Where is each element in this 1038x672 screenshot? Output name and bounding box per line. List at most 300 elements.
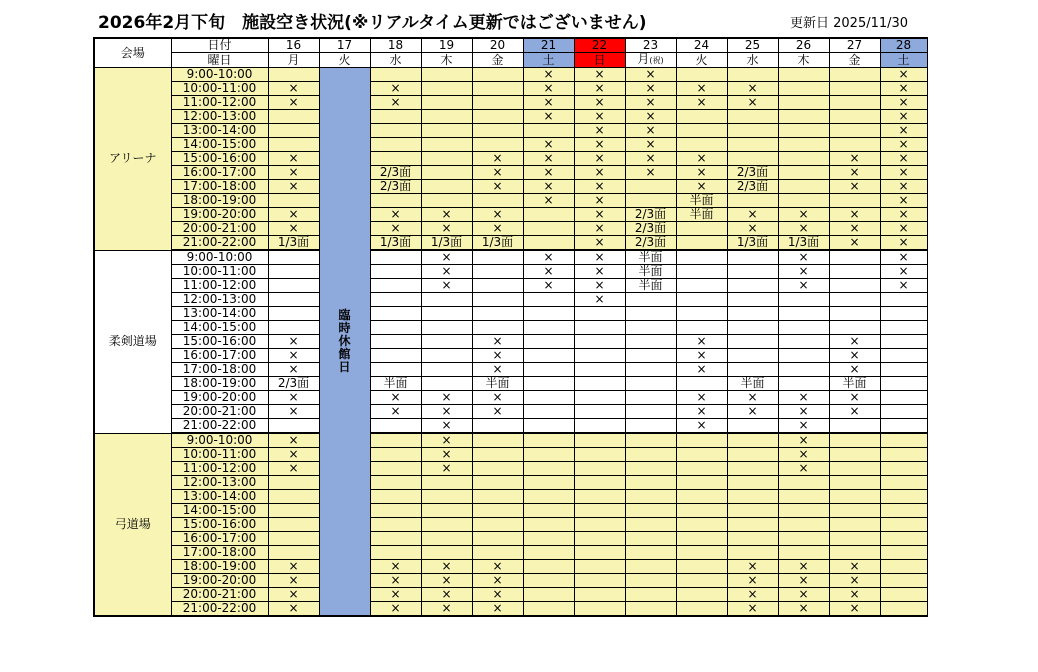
availability-cell: 2/3面 (370, 166, 421, 180)
availability-cell (523, 588, 574, 602)
availability-cell (778, 363, 829, 377)
availability-cell: × (778, 265, 829, 279)
availability-cell: × (268, 96, 319, 110)
availability-cell (880, 391, 927, 405)
table-row (94, 236, 927, 251)
table-row (94, 602, 927, 617)
availability-cell (421, 504, 472, 518)
availability-cell (727, 419, 778, 434)
availability-cell: 2/3面 (370, 180, 421, 194)
table-row (94, 96, 927, 110)
availability-cell: × (472, 180, 523, 194)
availability-cell (421, 166, 472, 180)
time-slot: 21:00-22:00 (171, 419, 268, 434)
availability-cell: × (778, 222, 829, 236)
availability-cell (625, 462, 676, 476)
availability-cell: × (268, 208, 319, 222)
venue-header: 会場 (94, 38, 171, 68)
availability-cell (472, 419, 523, 434)
availability-cell: × (574, 68, 625, 82)
availability-cell: × (574, 138, 625, 152)
availability-cell (829, 68, 880, 82)
availability-cell (829, 476, 880, 490)
availability-cell (880, 363, 927, 377)
availability-cell: × (880, 250, 927, 265)
availability-cell (676, 602, 727, 617)
availability-cell (574, 405, 625, 419)
availability-cell (625, 377, 676, 391)
availability-cell (778, 180, 829, 194)
availability-cell: 1/3面 (472, 236, 523, 251)
time-slot: 19:00-20:00 (171, 208, 268, 222)
availability-cell (625, 560, 676, 574)
availability-cell (676, 293, 727, 307)
availability-cell: × (574, 152, 625, 166)
availability-cell: × (829, 391, 880, 405)
availability-cell: × (778, 433, 829, 448)
availability-cell: × (880, 180, 927, 194)
day-header-date: 22 (574, 38, 625, 53)
availability-cell (523, 349, 574, 363)
day-header-date: 18 (370, 38, 421, 53)
availability-cell (778, 546, 829, 560)
availability-cell: × (268, 222, 319, 236)
availability-cell (625, 405, 676, 419)
availability-cell: × (574, 96, 625, 110)
weekday-text: 木 (440, 52, 453, 67)
availability-cell: × (676, 166, 727, 180)
time-slot: 20:00-21:00 (171, 405, 268, 419)
availability-cell (421, 124, 472, 138)
availability-cell: × (574, 250, 625, 265)
table-row (94, 279, 927, 293)
availability-cell (829, 490, 880, 504)
availability-cell (523, 448, 574, 462)
availability-cell: 半面 (370, 377, 421, 391)
time-slot: 18:00-19:00 (171, 560, 268, 574)
availability-cell: 2/3面 (727, 180, 778, 194)
availability-cell (880, 405, 927, 419)
availability-cell (727, 124, 778, 138)
availability-cell: × (880, 124, 927, 138)
header-row-weekday (94, 53, 927, 68)
availability-cell (472, 518, 523, 532)
availability-cell: × (370, 560, 421, 574)
availability-cell (778, 194, 829, 208)
table-row (94, 250, 927, 265)
availability-cell: 1/3面 (370, 236, 421, 251)
availability-cell (727, 448, 778, 462)
availability-cell (268, 307, 319, 321)
day-header-date: 27 (829, 38, 880, 53)
availability-cell (574, 448, 625, 462)
availability-cell (574, 560, 625, 574)
availability-cell: × (676, 335, 727, 349)
availability-cell (880, 377, 927, 391)
availability-cell (370, 279, 421, 293)
availability-cell (421, 518, 472, 532)
availability-cell: × (268, 166, 319, 180)
availability-cell (778, 349, 829, 363)
day-header-weekday (523, 53, 574, 68)
availability-cell (523, 546, 574, 560)
availability-cell: × (472, 166, 523, 180)
availability-cell: × (829, 405, 880, 419)
availability-cell: × (370, 82, 421, 96)
availability-cell: × (829, 166, 880, 180)
availability-cell (472, 82, 523, 96)
availability-cell (421, 335, 472, 349)
availability-cell: × (421, 574, 472, 588)
availability-cell (676, 476, 727, 490)
availability-cell: × (370, 405, 421, 419)
closed-day-note: 臨時休館日 (338, 308, 351, 374)
availability-cell (523, 377, 574, 391)
availability-cell: × (727, 602, 778, 617)
availability-cell (625, 588, 676, 602)
availability-cell (778, 166, 829, 180)
availability-cell: × (880, 279, 927, 293)
availability-cell (625, 321, 676, 335)
availability-cell (880, 588, 927, 602)
availability-cell (727, 490, 778, 504)
table-row (94, 68, 927, 82)
availability-cell (472, 504, 523, 518)
day-header-date: 26 (778, 38, 829, 53)
availability-cell (676, 124, 727, 138)
availability-cell: × (625, 96, 676, 110)
availability-cell: × (523, 265, 574, 279)
availability-cell (829, 307, 880, 321)
availability-cell (421, 307, 472, 321)
availability-cell: × (268, 433, 319, 448)
availability-cell (472, 476, 523, 490)
availability-cell (523, 476, 574, 490)
availability-cell: × (268, 82, 319, 96)
availability-cell (472, 321, 523, 335)
time-slot: 12:00-13:00 (171, 293, 268, 307)
table-row (94, 448, 927, 462)
time-slot: 20:00-21:00 (171, 588, 268, 602)
availability-cell: × (574, 208, 625, 222)
time-slot: 18:00-19:00 (171, 377, 268, 391)
availability-cell (523, 405, 574, 419)
availability-cell (829, 124, 880, 138)
availability-cell (523, 490, 574, 504)
availability-cell (625, 504, 676, 518)
availability-cell: × (880, 96, 927, 110)
availability-cell (880, 560, 927, 574)
availability-cell: × (574, 222, 625, 236)
time-slot: 14:00-15:00 (171, 138, 268, 152)
availability-cell: × (880, 152, 927, 166)
availability-cell (574, 335, 625, 349)
availability-cell: × (268, 349, 319, 363)
availability-cell: × (880, 138, 927, 152)
availability-cell (370, 250, 421, 265)
availability-cell (778, 321, 829, 335)
availability-cell (574, 391, 625, 405)
table-row (94, 546, 927, 560)
availability-cell: × (574, 265, 625, 279)
availability-cell (829, 96, 880, 110)
availability-cell (472, 546, 523, 560)
availability-cell (727, 476, 778, 490)
availability-cell (268, 518, 319, 532)
availability-cell (625, 335, 676, 349)
availability-cell (523, 560, 574, 574)
availability-cell (370, 476, 421, 490)
availability-cell (421, 532, 472, 546)
availability-cell (421, 363, 472, 377)
availability-cell (829, 110, 880, 124)
availability-cell (676, 560, 727, 574)
availability-cell: × (268, 448, 319, 462)
time-slot: 17:00-18:00 (171, 546, 268, 560)
availability-cell (727, 335, 778, 349)
availability-cell (523, 518, 574, 532)
availability-cell (676, 236, 727, 251)
day-header-date: 21 (523, 38, 574, 53)
availability-cell (625, 490, 676, 504)
availability-cell (472, 265, 523, 279)
availability-cell (778, 476, 829, 490)
time-slot: 17:00-18:00 (171, 180, 268, 194)
availability-cell (523, 335, 574, 349)
availability-cell (421, 180, 472, 194)
availability-cell: × (625, 68, 676, 82)
availability-cell: × (880, 82, 927, 96)
availability-cell (778, 110, 829, 124)
availability-cell: × (778, 279, 829, 293)
availability-cell (421, 96, 472, 110)
availability-cell (727, 518, 778, 532)
availability-cell (523, 222, 574, 236)
availability-cell (625, 476, 676, 490)
availability-cell (829, 433, 880, 448)
availability-cell (421, 476, 472, 490)
availability-cell: 半面 (472, 377, 523, 391)
availability-cell (574, 363, 625, 377)
availability-cell: × (778, 391, 829, 405)
table-row (94, 391, 927, 405)
availability-cell (829, 419, 880, 434)
availability-cell (676, 377, 727, 391)
availability-cell (880, 532, 927, 546)
availability-cell: × (676, 405, 727, 419)
availability-cell (676, 490, 727, 504)
availability-cell (625, 433, 676, 448)
availability-cell (370, 321, 421, 335)
table-row (94, 532, 927, 546)
availability-cell: × (625, 110, 676, 124)
availability-cell (472, 307, 523, 321)
availability-cell: × (421, 405, 472, 419)
availability-cell: × (880, 265, 927, 279)
availability-cell (268, 532, 319, 546)
availability-cell (574, 476, 625, 490)
availability-cell: × (523, 82, 574, 96)
table-row (94, 222, 927, 236)
availability-cell (676, 504, 727, 518)
weekday-text: 日 (593, 52, 606, 67)
availability-cell: × (421, 462, 472, 476)
availability-cell (880, 448, 927, 462)
time-slot: 9:00-10:00 (171, 433, 268, 448)
availability-cell (574, 518, 625, 532)
availability-cell: × (472, 588, 523, 602)
availability-cell (676, 307, 727, 321)
availability-cell: × (370, 96, 421, 110)
day-header-date: 19 (421, 38, 472, 53)
venue-name: アリーナ (94, 68, 171, 251)
availability-cell: × (880, 68, 927, 82)
availability-cell (268, 279, 319, 293)
availability-cell (574, 307, 625, 321)
availability-cell: × (421, 250, 472, 265)
time-slot: 15:00-16:00 (171, 152, 268, 166)
availability-cell: × (727, 82, 778, 96)
table-row (94, 504, 927, 518)
availability-cell (778, 518, 829, 532)
availability-cell (421, 110, 472, 124)
availability-cell (421, 490, 472, 504)
availability-cell: 1/3面 (268, 236, 319, 251)
availability-cell (574, 574, 625, 588)
availability-cell (880, 518, 927, 532)
day-header-weekday (319, 53, 370, 68)
time-slot: 11:00-12:00 (171, 279, 268, 293)
table-row (94, 462, 927, 476)
availability-cell: × (829, 222, 880, 236)
time-slot: 10:00-11:00 (171, 265, 268, 279)
availability-cell (727, 152, 778, 166)
availability-cell: × (472, 560, 523, 574)
availability-cell (523, 433, 574, 448)
availability-cell: × (523, 152, 574, 166)
day-header-weekday (421, 53, 472, 68)
availability-cell: × (472, 208, 523, 222)
availability-cell (370, 265, 421, 279)
availability-cell (727, 363, 778, 377)
availability-cell (421, 293, 472, 307)
availability-cell (880, 433, 927, 448)
availability-cell: × (421, 602, 472, 617)
availability-cell: × (880, 236, 927, 251)
day-header-date: 24 (676, 38, 727, 53)
availability-cell: 2/3面 (268, 377, 319, 391)
availability-cell (880, 462, 927, 476)
closed-day-column (319, 68, 370, 617)
availability-cell: 2/3面 (625, 236, 676, 251)
table-row (94, 194, 927, 208)
availability-cell: × (268, 152, 319, 166)
availability-cell (370, 518, 421, 532)
availability-cell: 半面 (676, 208, 727, 222)
availability-cell (268, 110, 319, 124)
availability-cell (727, 462, 778, 476)
availability-cell: × (268, 462, 319, 476)
availability-cell (880, 307, 927, 321)
availability-cell (778, 82, 829, 96)
availability-cell (880, 504, 927, 518)
availability-cell (523, 602, 574, 617)
day-header-weekday (829, 53, 880, 68)
availability-cell (625, 532, 676, 546)
availability-cell: × (268, 574, 319, 588)
availability-cell: × (727, 574, 778, 588)
availability-cell (574, 462, 625, 476)
availability-cell (370, 349, 421, 363)
availability-cell: × (472, 363, 523, 377)
availability-cell (676, 574, 727, 588)
availability-cell (523, 363, 574, 377)
availability-cell: × (829, 236, 880, 251)
availability-cell (676, 222, 727, 236)
availability-cell: × (880, 166, 927, 180)
time-slot: 16:00-17:00 (171, 532, 268, 546)
availability-cell (421, 194, 472, 208)
availability-cell (880, 321, 927, 335)
availability-cell (523, 124, 574, 138)
time-slot: 11:00-12:00 (171, 462, 268, 476)
availability-cell (625, 180, 676, 194)
availability-cell (268, 250, 319, 265)
date-label: 日付 (171, 38, 268, 53)
day-header-date: 17 (319, 38, 370, 53)
weekday-text: 木 (797, 52, 810, 67)
availability-cell (421, 68, 472, 82)
time-slot: 19:00-20:00 (171, 574, 268, 588)
availability-cell (676, 532, 727, 546)
availability-cell: × (676, 391, 727, 405)
availability-cell (625, 419, 676, 434)
availability-cell: × (829, 574, 880, 588)
venue-name: 柔剣道場 (94, 250, 171, 433)
availability-cell (778, 335, 829, 349)
availability-cell: × (676, 180, 727, 194)
availability-cell (370, 293, 421, 307)
table-row (94, 433, 927, 448)
availability-table-wrapper (93, 37, 928, 617)
day-header-weekday (574, 53, 625, 68)
weekday-text: 土 (897, 52, 910, 67)
availability-cell: × (727, 588, 778, 602)
availability-cell: × (778, 588, 829, 602)
availability-cell (727, 138, 778, 152)
availability-cell (829, 462, 880, 476)
availability-cell (268, 419, 319, 434)
table-row (94, 321, 927, 335)
table-row (94, 110, 927, 124)
weekday-text: 金 (848, 52, 861, 67)
availability-cell: × (574, 180, 625, 194)
availability-cell (829, 250, 880, 265)
day-header-weekday (778, 53, 829, 68)
day-header-weekday (370, 53, 421, 68)
availability-cell (472, 462, 523, 476)
weekday-text: 月 (637, 52, 650, 66)
day-header-weekday (676, 53, 727, 68)
availability-cell: × (625, 152, 676, 166)
availability-cell (625, 546, 676, 560)
availability-cell: × (370, 574, 421, 588)
availability-cell (778, 152, 829, 166)
availability-cell (829, 265, 880, 279)
availability-cell (421, 152, 472, 166)
availability-cell (829, 293, 880, 307)
availability-cell (778, 68, 829, 82)
